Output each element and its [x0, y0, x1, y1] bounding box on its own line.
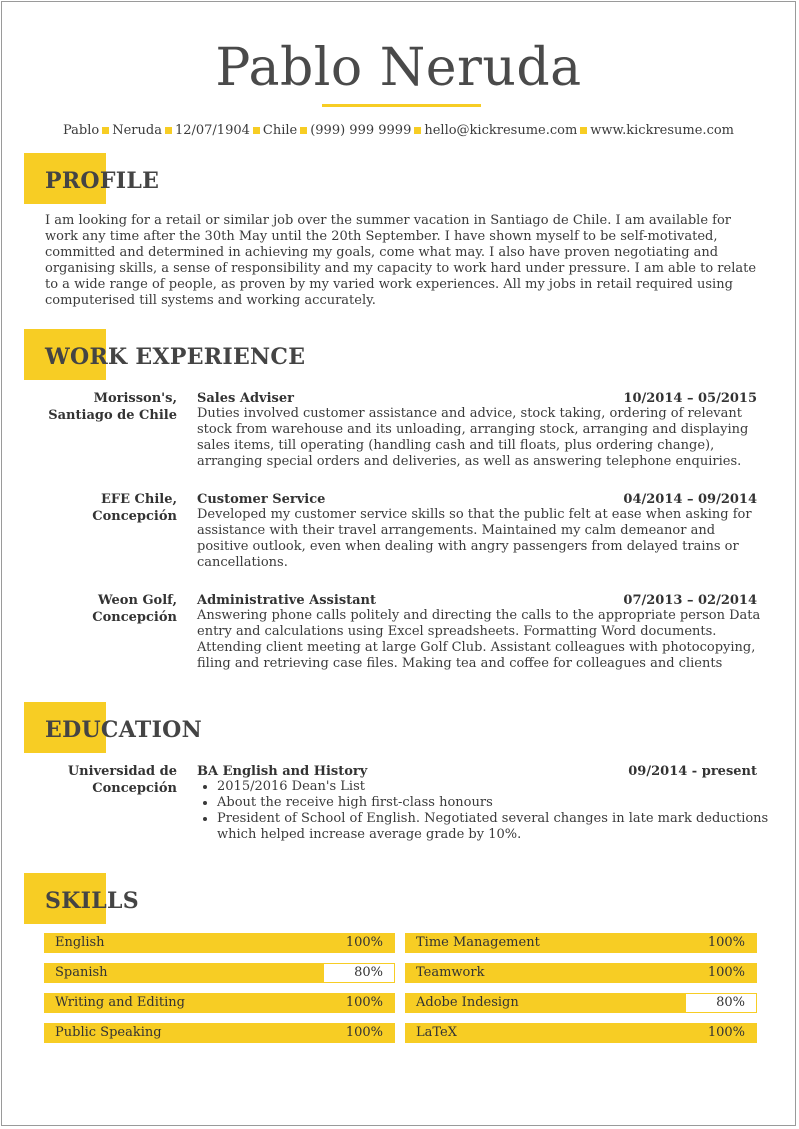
contact-country: Chile [262, 123, 298, 138]
skill-level: 100% [707, 965, 745, 980]
skill-bar [44, 1023, 395, 1043]
employer-location: Concepción [92, 610, 177, 625]
separator-square-icon [253, 127, 260, 134]
job-description: Developed my customer service skills so that the public felt at ease when asking for assistance with their travel arrangements. Maintained my calm demeanor and positive outlook, even when dealing with angry passengers from delayed trains or cancellations. [197, 507, 752, 570]
skill-level: 100% [345, 995, 383, 1010]
job-employer [27, 592, 177, 626]
skills-heading: SKILLS [45, 888, 139, 914]
employer-name: Morisson's, [93, 391, 177, 406]
school-location: Concepción [92, 781, 177, 796]
job-description: Answering phone calls politely and directing the calls to the appropriate person Data entry and calculations using Excel spreadsheets. Formatting Word documents. Attending client meeting at large Golf Club. Assistant colleagues with photocopying, filing and retrieving case files. Making tea and coffee for colleagues and clients [197, 608, 761, 671]
skill-name: Teamwork [416, 965, 485, 980]
contact-website[interactable]: www.kickresume.com [590, 123, 735, 138]
work-experience-heading: WORK EXPERIENCE [45, 344, 306, 370]
skill-level: 100% [345, 935, 383, 950]
contact-phone: (999) 999 9999 [310, 123, 412, 138]
list-item: • 2015/2016 Dean's List [217, 779, 782, 795]
job-dates: 04/2014 – 09/2014 [623, 492, 757, 507]
job-employer [27, 491, 177, 525]
skill-name: Adobe Indesign [416, 995, 519, 1010]
skill-name: Spanish [55, 965, 108, 980]
separator-square-icon [300, 127, 307, 134]
separator-square-icon [580, 127, 587, 134]
employer-name: Weon Golf, [97, 593, 177, 608]
contact-birthdate: 12/07/1904 [174, 123, 250, 138]
candidate-name: Pablo Neruda [215, 38, 582, 98]
education-dates: 09/2014 - present [628, 764, 757, 779]
contact-email[interactable]: hello@kickresume.com [424, 123, 578, 138]
contact-line [2, 123, 795, 139]
contact-last-name: Neruda [112, 123, 162, 138]
skill-name: English [55, 935, 105, 950]
job-description: Duties involved customer assistance and advice, stock taking, ordering of relevant stock from warehouse and its unloading, arranging stock, arranging and displaying sales items, till operating (handling cash and till floats, plus ordering change), arranging special orders and deliveries, as well as answering telephone enquiries. [197, 406, 749, 469]
employer-location: Concepción [92, 509, 177, 524]
skill-level: 100% [707, 935, 745, 950]
education-bullets [197, 779, 782, 843]
separator-square-icon [102, 127, 109, 134]
job-employer [27, 390, 177, 424]
job-dates: 10/2014 – 05/2015 [623, 391, 757, 406]
resume-page [1, 1, 796, 1126]
skill-name: Public Speaking [55, 1025, 162, 1040]
skill-name: Writing and Editing [55, 995, 185, 1010]
skill-fill [406, 1024, 756, 1042]
job-role: Sales Adviser [197, 391, 294, 406]
job-dates: 07/2013 – 02/2014 [623, 593, 757, 608]
skill-name: LaTeX [416, 1025, 457, 1040]
job-role: Administrative Assistant [197, 593, 377, 608]
employer-location: Santiago de Chile [48, 408, 177, 423]
skill-bar [405, 933, 757, 953]
contact-first-name: Pablo [62, 123, 100, 138]
separator-square-icon [414, 127, 421, 134]
employer-name: EFE Chile, [100, 492, 177, 507]
skill-name: Time Management [416, 935, 540, 950]
school [27, 763, 177, 797]
skill-bar [44, 993, 395, 1013]
skill-level: 100% [345, 1025, 383, 1040]
skill-level: 80% [354, 965, 383, 980]
skill-bar [44, 963, 395, 983]
list-item: • About the receive high first-class honours [217, 795, 782, 811]
skill-bar [405, 993, 757, 1013]
profile-heading: PROFILE [45, 168, 160, 194]
skill-level: 100% [707, 1025, 745, 1040]
skill-level: 80% [716, 995, 745, 1010]
skill-bar [44, 933, 395, 953]
profile-text: I am looking for a retail or similar job over the summer vacation in Santiago de Chile. I am available for work any time after the 30th May until the 20th September. I have shown myself to be self-motivated, committed and determined in achieving my goals, come what may. I also have proven negotiating and organising skills, a sense of responsibility and my capacity to work hard under pressure. I am able to relate to a wide range of people, as proven by my varied work experiences. All my jobs in retail required using computerised till systems and working accurately. [45, 213, 757, 308]
skill-bar [405, 963, 757, 983]
education-heading: EDUCATION [45, 717, 203, 743]
name-underline [322, 104, 481, 107]
degree: BA English and History [197, 764, 368, 779]
list-item: • President of School of English. Negotiated several changes in late mark deductions which helped increase average grade by 10%. [217, 811, 782, 843]
job-role: Customer Service [197, 492, 326, 507]
separator-square-icon [165, 127, 172, 134]
school-name: Universidad de [67, 764, 177, 779]
skill-bar [405, 1023, 757, 1043]
